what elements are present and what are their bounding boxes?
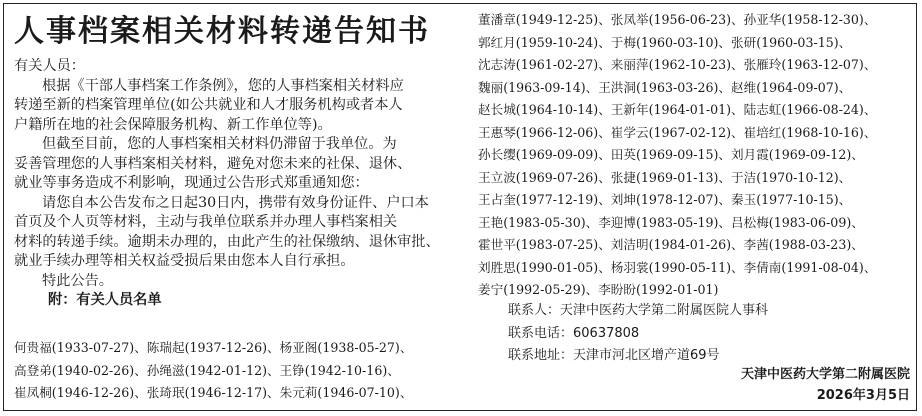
names-line: 郭红月(1959-10-24)、于梅(1960-03-10)、张研(1960-03-15)、 [478, 34, 852, 50]
contact-address: 联系地址：天津市河北区增产道69号 [508, 348, 720, 363]
names-line: 王惠琴(1966-12-06)、崔学云(1967-02-12)、崔培红(1968-10-16)、 [478, 124, 877, 140]
names-line: 何贵福(1933-07-27)、陈瑞起(1937-12-26)、杨亚阁(1938-05-27)、 [14, 340, 413, 355]
body-line: 但截至目前，您的人事档案相关材料仍滞留于我单位。为 [42, 136, 397, 152]
body-line: 转递至新的档案管理单位(如公共就业和人才服务机构或者本人 [14, 97, 403, 113]
names-line: 姜宁(1992-05-29)、李盼盼(1992-01-01) [478, 282, 719, 297]
names-line: 孙长缨(1969-09-09)、田英(1969-09-15)、刘月霞(1969-09-12)、 [478, 147, 864, 162]
names-line: 刘胜思(1990-01-05)、杨羽裳(1990-05-11)、李倩南(1991-08-04)、 [478, 259, 877, 275]
names-line: 董潘章(1949-12-25)、张凤举(1956-06-23)、孙亚华(1958-12-30)、 [478, 12, 877, 27]
contact-person: 联系人：天津中医药大学第二附属医院人事科 [508, 303, 769, 318]
closing-line: 特此公告。 [42, 272, 113, 289]
notice-title: 人事档案相关材料转递告知书 [14, 14, 430, 49]
names-line: 沈志涛(1961-02-27)、来丽萍(1962-10-23)、张雁玲(1963-12-07)、 [478, 57, 877, 72]
body-line: 首页及个人页等材料，主动与我单位联系并办理人事档案相关 [14, 214, 398, 230]
names-line: 赵长城(1964-10-14)、王新年(1964-01-01)、陆志虹(1966-08-24)、 [478, 102, 877, 117]
notice-body [14, 57, 469, 311]
names-list-left [14, 337, 469, 405]
names-line: 王占奎(1977-12-19)、刘坤(1978-12-07)、秦玉(1977-10-15)、 [478, 192, 852, 207]
body-line: 材料的转递手续。逾期未办理的，由此产生的社保缴纳、退休审批、 [14, 233, 440, 250]
salutation: 有关人员： [14, 58, 85, 74]
contact-phone: 联系电话：60637808 [508, 325, 640, 341]
attachment-title: 附：有关人员名单 [48, 292, 162, 308]
body-line: 根据《干部人事档案工作条例》，您的人事档案相关材料应 [42, 77, 404, 94]
signature-block [741, 364, 910, 406]
names-list-right [478, 9, 910, 302]
names-line: 霍世平(1983-07-25)、刘洁明(1984-01-26)、李茜(1988-03-23)、 [478, 237, 864, 252]
body-line: 请您自本公告发布之日起30日内，携带有效身份证件、户口本 [42, 194, 429, 211]
body-line: 户籍所在地的社会保障服务机构、新工作单位等)。 [14, 116, 332, 133]
signature-org: 天津中医药大学第二附属医院 [740, 367, 910, 382]
body-line: 就业手续办理等相关权益受损后果由您本人自行承担。 [14, 253, 355, 269]
names-line: 王艳(1983-05-30)、李迎博(1983-05-19)、吕松梅(1983-06-09)、 [478, 214, 864, 230]
body-line: 就业等事务造成不利影响，现通过公告形式郑重通知您： [14, 175, 369, 191]
body-line: 妥善管理您的人事档案相关材料，避免对您未来的社保、退休、 [14, 155, 412, 172]
names-line: 魏丽(1963-09-14)、王洪洞(1963-03-26)、赵维(1964-09-07)、 [478, 79, 852, 95]
names-line: 高登弟(1940-02-26)、孙绳滋(1942-01-12)、王铮(1942-10-16)、 [14, 362, 400, 378]
names-line: 王立波(1969-07-26)、张捷(1969-01-13)、于洁(1970-10-12)、 [478, 169, 852, 185]
signature-date: 2026年3月5日 [816, 388, 910, 403]
names-line: 崔凤桐(1946-12-26)、张琦珉(1946-12-17)、朱元莉(1946-07-10)、 [14, 385, 413, 400]
contact-block [508, 300, 768, 368]
